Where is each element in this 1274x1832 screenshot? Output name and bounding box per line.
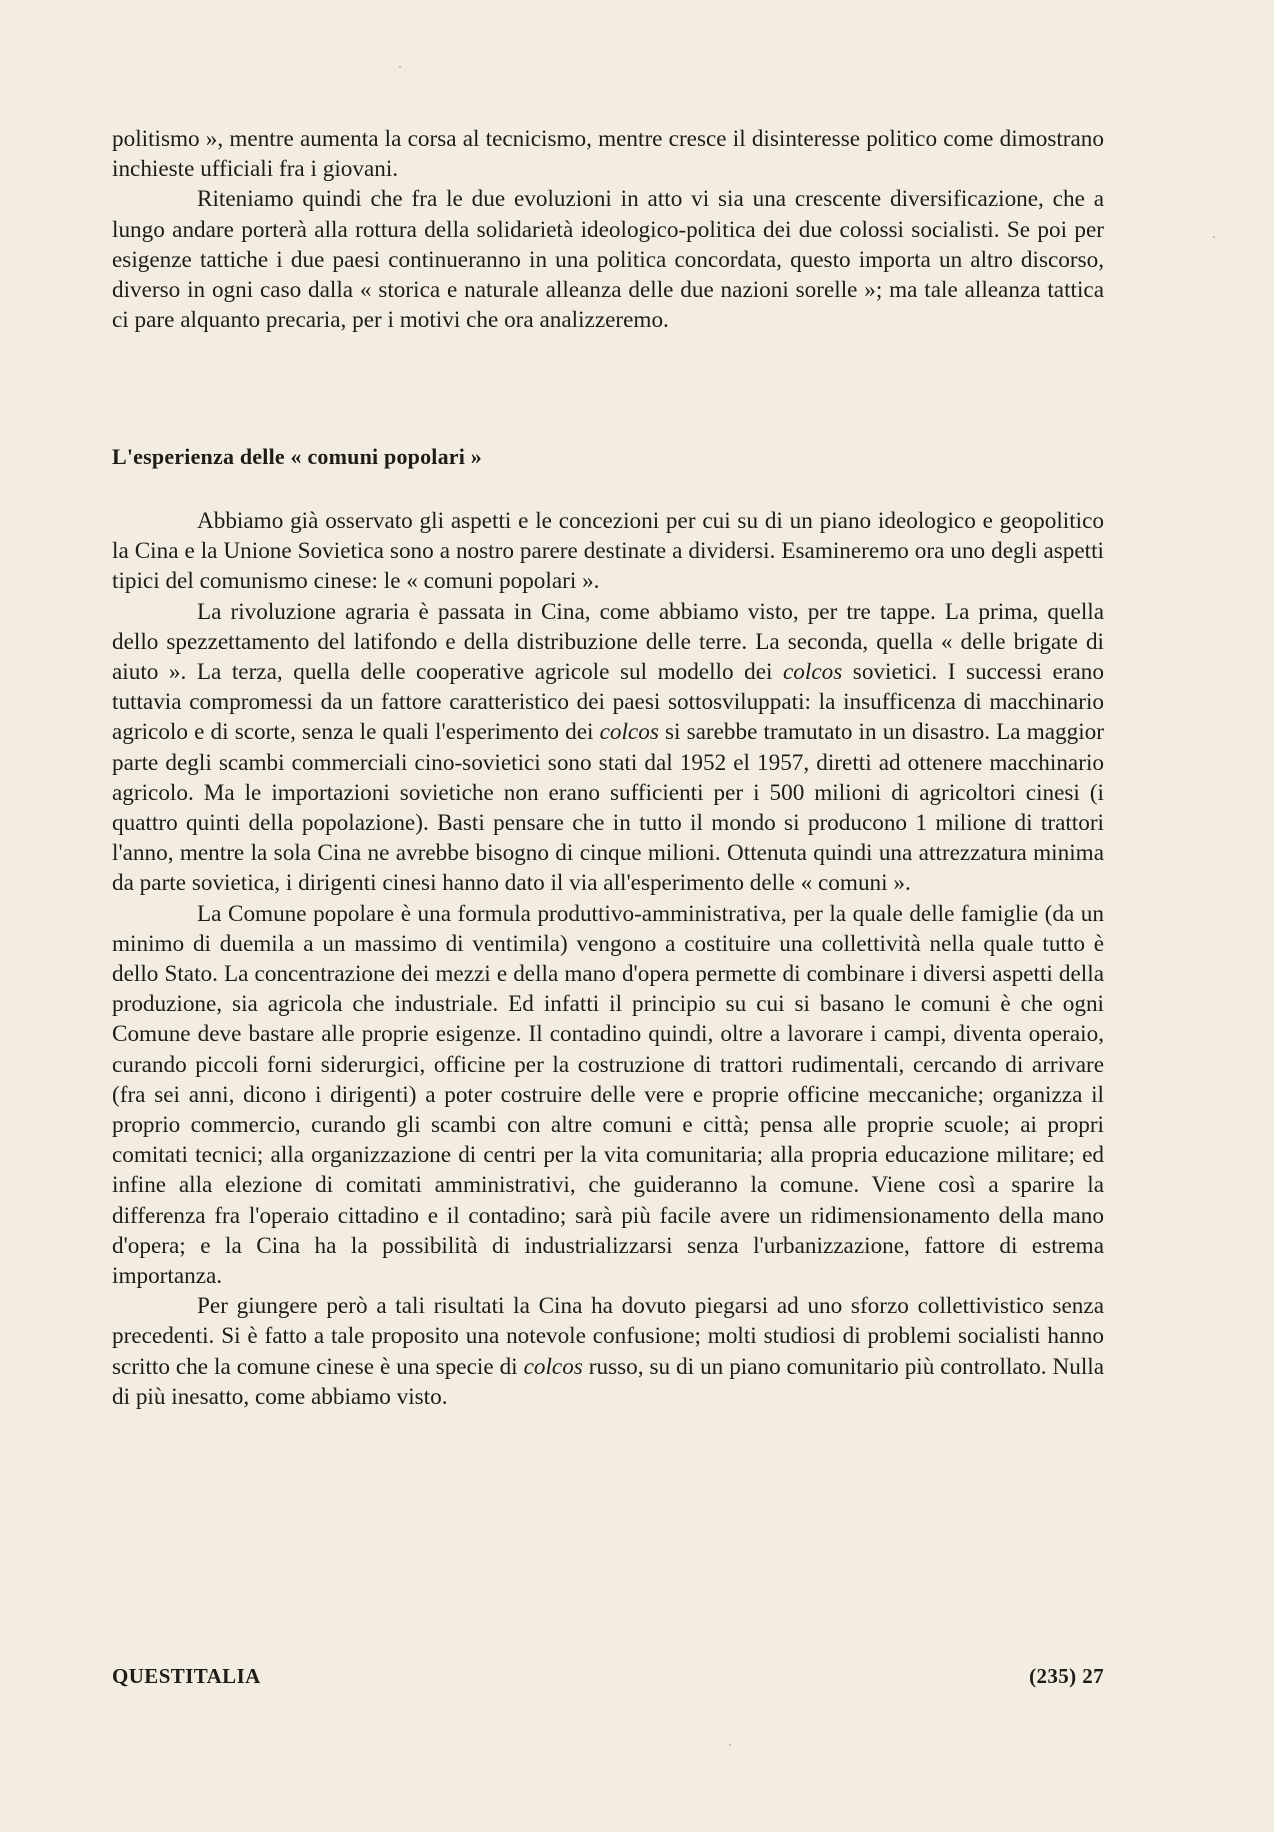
page-number: (235) 27 (1029, 1664, 1104, 1688)
section-heading: L'esperienza delle « comuni popolari » (112, 444, 482, 469)
top-text-block (112, 124, 1104, 335)
italic-term: colcos (599, 719, 659, 746)
text-run: sovietici. I successi erano tuttavia compromessi da un fattore caratteristico dei paesi sottosviluppati: la insufficenza di macchinario agricolo e di scorte, senza le quali l'esperimento dei (112, 659, 1104, 746)
text-run: russo, su di un piano comunitario più controllato. Nulla di più inesatto, come abbiamo visto. (112, 1353, 1104, 1410)
paragraph-agrarian-revolution (112, 597, 1104, 899)
paragraph-diversification: Riteniamo quindi che fra le due evoluzioni in atto vi sia una crescente diversificazione, che a lungo andare porterà alla rottura della solidarietà ideologico-politica dei due colossi socialisti. Se poi per esigenze tattiche i due paesi continueranno in una politica concordata, questo importa un altro discorso, diverso in ogni caso dalla « storica e naturale alleanza delle due nazioni sorelle »; ma tale alleanza tattica ci pare alquanto precaria, per i motivi che ora analizzeremo. (112, 186, 1104, 334)
journal-name: QUESTITALIA (112, 1664, 261, 1688)
section-body (112, 506, 1104, 1412)
italic-term: colcos (783, 659, 843, 686)
paper-speck (1213, 236, 1215, 238)
text-run: Per giungere però a tali risultati la Cina ha dovuto piegarsi ad uno sforzo collettivistico senza precedenti. Si è fatto a tale proposito una notevole confusione; molti studiosi di problemi socialisti hanno scritto che la comune cinese è una specie di (112, 1293, 1104, 1380)
paper-speck (729, 1744, 731, 1746)
italic-term: colcos (523, 1353, 583, 1380)
paper-speck (399, 66, 401, 68)
text-run: si sarebbe tramutato in un disastro. La maggior parte degli scambi commerciali cino-sovietici sono stati dal 1952 el 1957, diretti ad ottenere macchinario agricolo. Ma le importazioni sovietiche non erano sufficienti per i 500 milioni di agricoltori cinesi (i quattro quinti della popolazione). Basti pensare che in tutto il mondo si producono 1 milione di trattori l'anno, mentre la sola Cina ne avrebbe bisogno di cinque milioni. Ottenuta quindi una attrezzatura minima da parte sovietica, i dirigenti cinesi hanno dato il via all'esperimento delle « comuni ». (112, 719, 1105, 897)
paragraph-collectivist-effort (112, 1291, 1104, 1412)
paragraph-intro: Abbiamo già osservato gli aspetti e le concezioni per cui su di un piano ideologico e geopolitico la Cina e la Unione Sovietica sono a nostro parere destinate a dividersi. Esamineremo ora uno degli aspetti tipici del comunismo cinese: le « comuni popolari ». (112, 508, 1104, 595)
page-footer (112, 1664, 1104, 1689)
paragraph-continuation: politismo », mentre aumenta la corsa al tecnicismo, mentre cresce il disinteresse politico come dimostrano inchieste ufficiali fra i giovani. (112, 126, 1104, 183)
paragraph-comune-popolare: La Comune popolare è una formula produttivo-amministrativa, per la quale delle famiglie (da un minimo di duemila a un massimo di ventimila) vengono a costituire una collettività nella quale tutto è dello Stato. La concentrazione dei mezzi e della mano d'opera permette di combinare i diversi aspetti della produzione, sia agricola che industriale. Ed infatti il principio su cui si basano le comuni è che ogni Comune deve bastare alle proprie esigenze. Il contadino quindi, oltre a lavorare i campi, diventa operaio, curando piccoli forni siderurgici, officine per la costruzione di trattori rudimentali, cercando di arrivare (fra sei anni, dicono i dirigenti) a poter costruire delle vere e proprie officine meccaniche; organizza il proprio commercio, curando gli scambi con altre comuni e città; pensa alle proprie scuole; ai propri comitati tecnici; alla organizzazione di centri per la vita comunitaria; alla propria educazione militare; ed infine alla elezione di comitati amministrativi, che guideranno la comune. Viene così a sparire la differenza fra l'operaio cittadino e il contadino; sarà più facile avere un ridimensionamento della mano d'opera; e la Cina ha la possibilità di industrializzarsi senza l'urbanizzazione, fattore di estrema importanza. (112, 900, 1104, 1290)
text-run: La rivoluzione agraria è passata in Cina, come abbiamo visto, per tre tappe. La prima, quella dello spezzettamento del latifondo e della distribuzione delle terre. La seconda, quella « delle brigate di aiuto ». La terza, quella delle cooperative agricole sul modello dei (112, 598, 1104, 686)
